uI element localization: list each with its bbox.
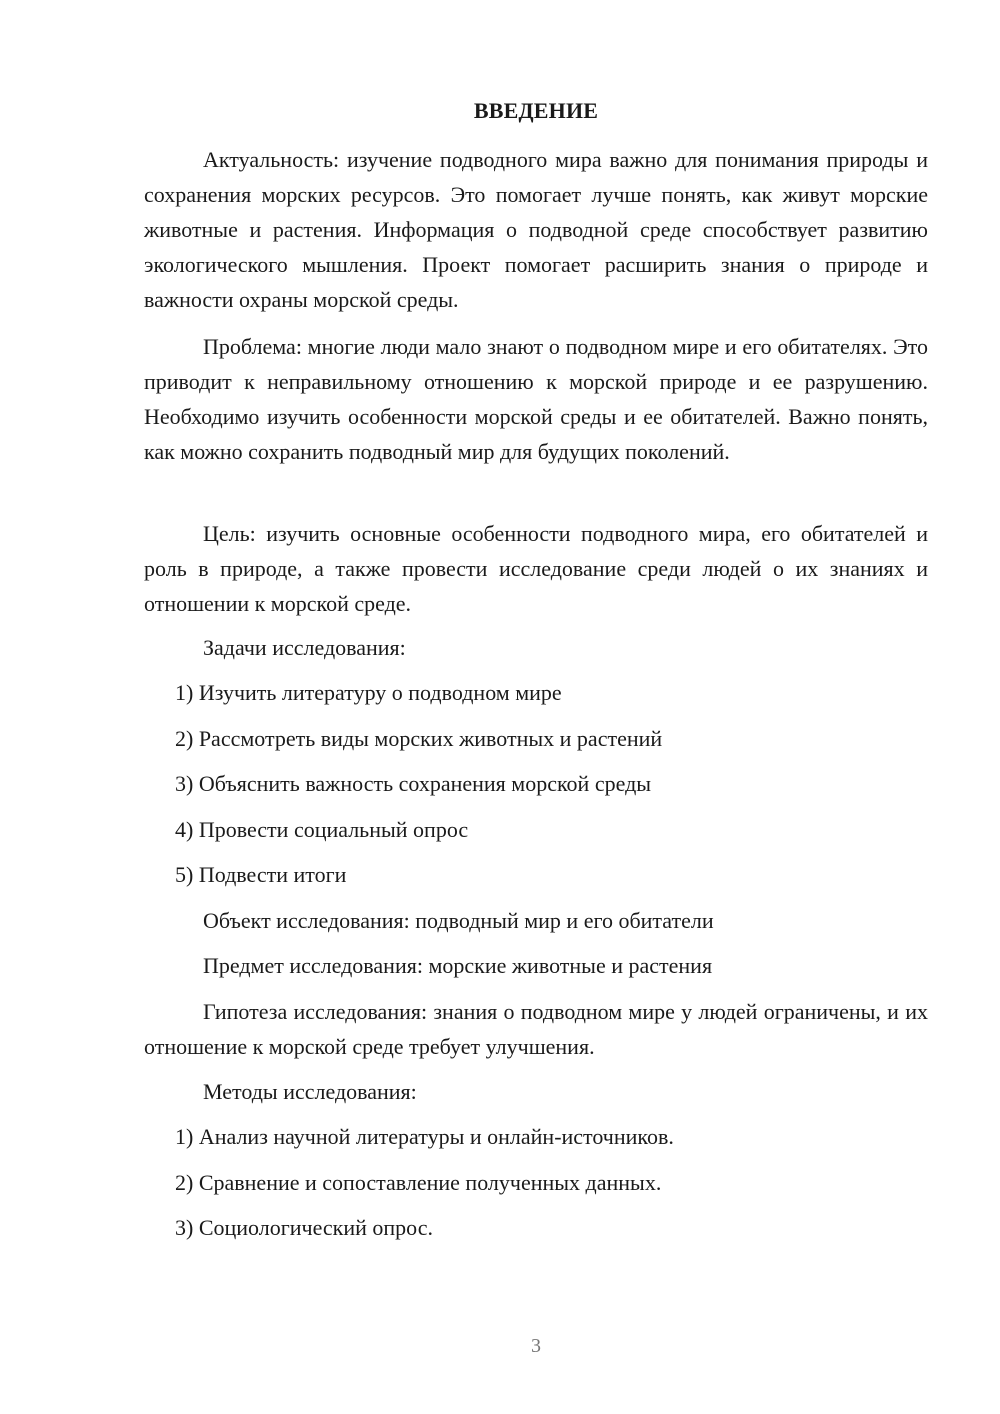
document-page — [144, 0, 928, 1414]
relevance-paragraph: Актуальность: изучение подводного мира важно для понимания природы и сохранения морских ресурсов. Это помогает лучше понять, как живут морские животные и растения. Информация о подводной среде способствует развитию экологического мышления. Проект помогает расширить знания о природе и важности охраны морской среды. — [144, 147, 928, 312]
subject-line: Предмет исследования: морские животные и растения — [203, 953, 713, 978]
list-item: 2) Рассмотреть виды морских животных и растений — [175, 726, 663, 751]
goal-paragraph: Цель: изучить основные особенности подводного мира, его обитателей и роль в природе, а также провести исследование среди людей о их знаниях и отношении к морской среде. — [144, 521, 928, 616]
tasks-title: Задачи исследования: — [203, 635, 406, 660]
list-item: 2) Сравнение и сопоставление полученных данных. — [175, 1170, 662, 1195]
page-title: ВВЕДЕНИЕ — [473, 98, 599, 123]
list-item: 3) Объяснить важность сохранения морской среды — [175, 771, 652, 796]
list-item: 4) Провести социальный опрос — [175, 817, 469, 842]
object-line: Объект исследования: подводный мир и его обитатели — [203, 908, 714, 933]
methods-title: Методы исследования: — [203, 1079, 417, 1104]
list-item: 1) Изучить литературу о подводном мире — [175, 680, 562, 705]
list-item: 5) Подвести итоги — [175, 862, 347, 887]
page-number: 3 — [531, 1335, 541, 1357]
hypothesis-paragraph: Гипотеза исследования: знания о подводном мире у людей ограничены, и их отношение к морской среде требует улучшения. — [144, 999, 928, 1059]
list-item: 1) Анализ научной литературы и онлайн-источников. — [175, 1124, 674, 1149]
problem-paragraph: Проблема: многие люди мало знают о подводном мире и его обитателях. Это приводит к неправильному отношению к морской природе и ее разрушению. Необходимо изучить особенности морской среды и ее обитателей. Важно понять, как можно сохранить подводный мир для будущих поколений. — [144, 334, 928, 464]
list-item: 3) Социологический опрос. — [175, 1215, 433, 1240]
